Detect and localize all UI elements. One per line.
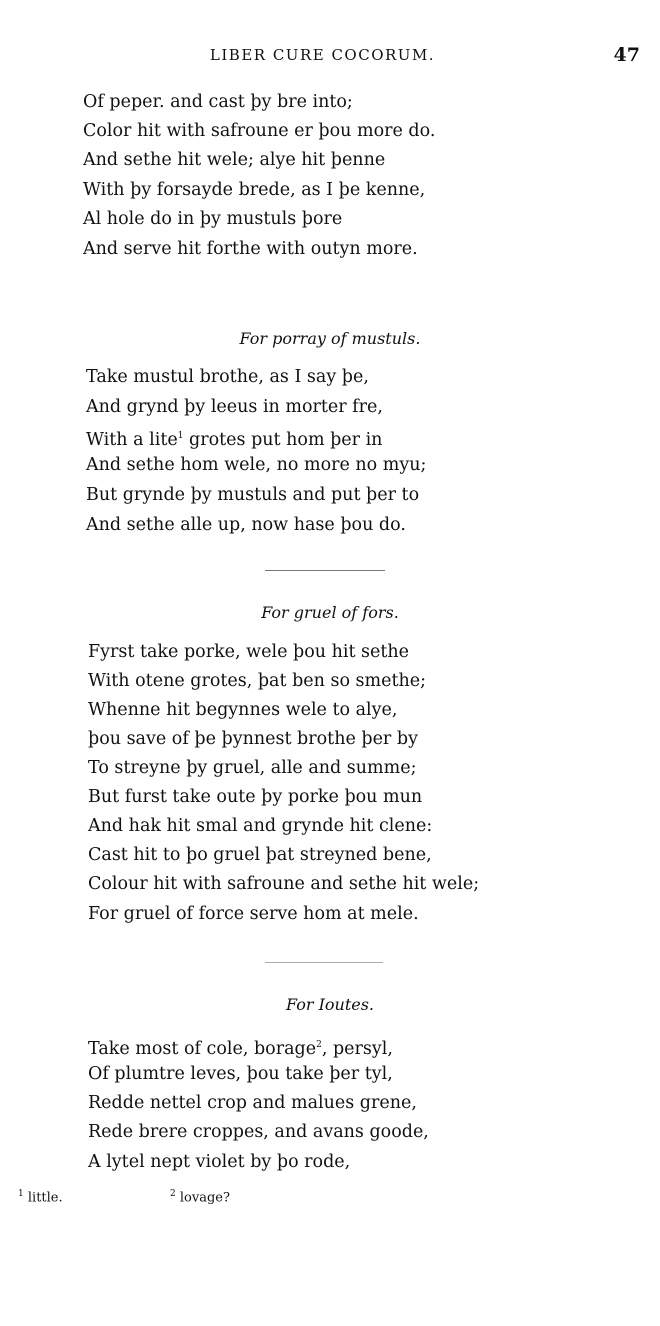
recipe-heading: For gruel of fors. [261, 603, 399, 622]
verse-line: Take most of cole, borage$^2$, persyl, [88, 1038, 393, 1059]
verse-line: Of plumtre leves, þou take þer tyl, [88, 1064, 393, 1084]
verse-line: And sethe hit wele; alye hit þenne [83, 150, 386, 170]
verse-line: And hak hit smal and grynde hit clene: [88, 816, 433, 836]
verse-line: A lytel nept violet by þo rode, [88, 1152, 351, 1172]
verse-line: And sethe alle up, now hase þou do. [86, 515, 406, 535]
verse-line: Cast hit to þo gruel þat streyned bene, [88, 845, 432, 865]
footnote-2: $^2$ lovage? [170, 1189, 230, 1206]
verse-line: For gruel of force serve hom at mele. [88, 904, 419, 924]
verse-line: Whenne hit begynnes wele to alye, [88, 700, 398, 720]
recipe-heading: For Ioutes. [285, 995, 375, 1014]
page-number: 47 [613, 44, 640, 66]
footnote-1: $^1$ little. [18, 1189, 63, 1206]
verse-line: And sethe hom wele, no more no myu; [86, 455, 427, 475]
running-title: LIBER CURE COCORUM. [209, 46, 436, 64]
footnote-marker: 1 [177, 431, 184, 441]
verse-line: Colour hit with safroune and sethe hit wele; [88, 874, 480, 894]
verse-line: Of peper. and cast þy bre into; [83, 92, 353, 112]
verse-line: Color hit with safroune er þou more do. [83, 121, 436, 141]
verse-line: With otene grotes, þat ben so smethe; [88, 671, 427, 691]
section-divider [265, 962, 383, 963]
recipe-heading: For porray of mustuls. [239, 329, 421, 348]
verse-line: Take mustul brothe, as I say þe, [86, 367, 369, 387]
page-header [0, 46, 660, 70]
section-divider [265, 570, 385, 571]
verse-line: With a lite$^1$ grotes put hom þer in [86, 429, 383, 450]
verse-line: þou save of þe þynnest brothe þer by [88, 729, 418, 749]
verse-line: Redde nettel crop and malues grene, [88, 1093, 417, 1113]
verse-line: Rede brere croppes, and avans goode, [88, 1122, 429, 1142]
verse-line: Fyrst take porke, wele þou hit sethe [88, 642, 410, 662]
verse-line: And serve hit forthe with outyn more. [83, 239, 418, 259]
verse-line: Al hole do in þy mustuls þore [83, 209, 343, 229]
verse-line: But grynde þy mustuls and put þer to [86, 485, 420, 505]
verse-line: But furst take oute þy porke þou mun [88, 787, 423, 807]
verse-line: To streyne þy gruel, alle and summe; [88, 758, 417, 778]
footnote-marker: 2 [316, 1040, 322, 1050]
verse-line: With þy forsayde brede, as I þe kenne, [83, 180, 426, 200]
verse-line: And grynd þy leeus in morter fre, [86, 397, 383, 417]
